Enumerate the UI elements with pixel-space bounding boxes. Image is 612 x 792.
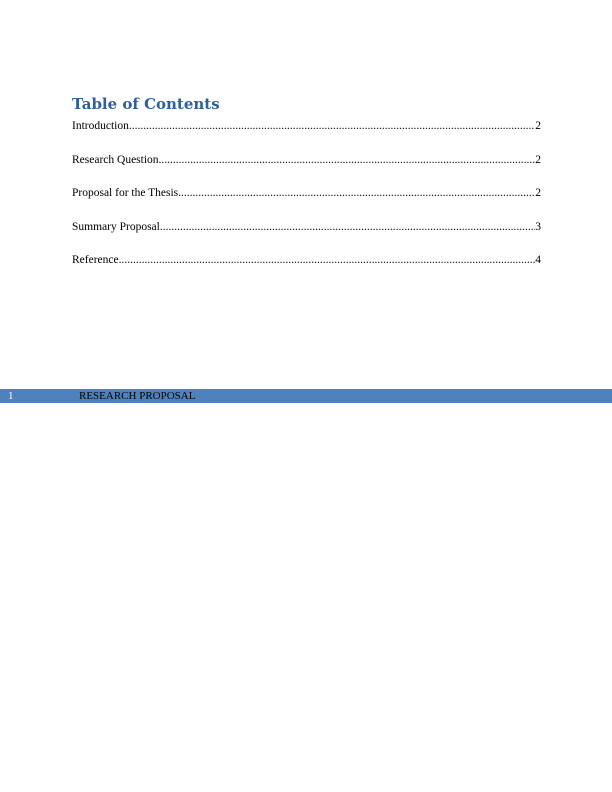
page-header-bar: [0, 389, 612, 403]
toc-entry-page: 3: [535, 220, 541, 233]
toc-entry-introduction[interactable]: [72, 119, 541, 133]
toc-entry-page: 2: [535, 120, 541, 132]
toc-entry-label: Research Question: [72, 153, 159, 166]
toc-leader-dots: [119, 253, 536, 267]
toc-leader-dots: [159, 153, 536, 167]
toc-entry-reference[interactable]: [72, 253, 541, 267]
toc-entry-label: Proposal for the Thesis: [72, 187, 179, 199]
page-number: 1: [8, 390, 14, 402]
toc-title: Table of Contents: [72, 95, 220, 113]
toc-leader-dots: [129, 119, 535, 133]
toc-entry-proposal-for-thesis[interactable]: [72, 186, 541, 200]
toc-leader-dots: [178, 186, 535, 200]
toc-entry-label: Introduction: [72, 120, 129, 132]
toc-entry-page: 4: [535, 254, 541, 266]
toc-leader-dots: [160, 220, 535, 234]
toc-entry-label: Summary Proposal: [72, 220, 160, 233]
toc-entry-label: Reference: [72, 254, 119, 266]
toc-entry-summary-proposal[interactable]: [72, 220, 541, 234]
toc-entry-page: 2: [535, 187, 541, 199]
toc-entry-page: 2: [535, 153, 541, 166]
table-of-contents: [72, 94, 541, 287]
toc-entry-research-question[interactable]: [72, 153, 541, 167]
running-head: RESEARCH PROPOSAL: [79, 390, 196, 402]
